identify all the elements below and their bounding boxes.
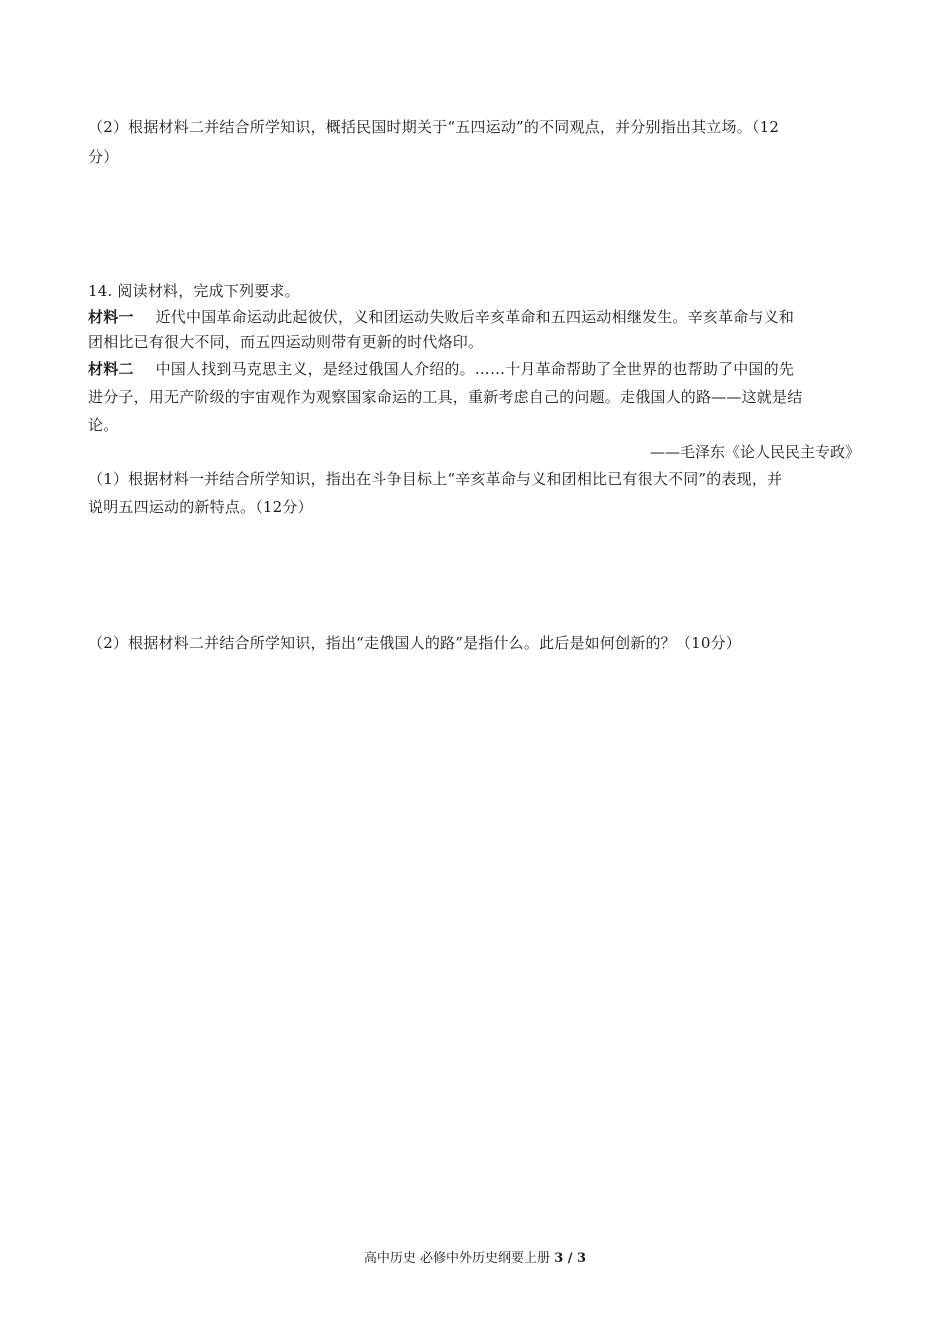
page-number: 3 / 3 — [554, 1251, 587, 1266]
material-one-line1 — [88, 306, 794, 328]
material-one-label: 材料一 — [88, 308, 134, 326]
q14-part1-line1: （1）根据材料一并结合所学知识，指出在斗争目标上“辛亥革命与义和团相比已有很大不同”的表现，并 — [88, 470, 783, 488]
material-two-line1 — [88, 358, 794, 380]
q13-part2-line2: 分） — [88, 148, 119, 166]
q14-part1-line2: 说明五四运动的新特点。（12分） — [88, 498, 313, 516]
material-two-text-1: 中国人找到马克思主义，是经过俄国人介绍的。……十月革命帮助了全世界的也帮助了中国的先 — [155, 360, 795, 378]
footer-title: 高中历史 必修中外历史纲要上册 — [363, 1251, 551, 1266]
material-two-label: 材料二 — [88, 360, 134, 378]
q14-heading: 14. 阅读材料，完成下列要求。 — [88, 282, 300, 300]
material-two-line2: 进分子，用无产阶级的宇宙观作为观察国家命运的工具，重新考虑自己的问题。走俄国人的路——这就是结 — [88, 388, 803, 406]
material-one-text-1: 近代中国革命运动此起彼伏，义和团运动失败后辛亥革命和五四运动相继发生。辛亥革命与义和 — [155, 308, 795, 326]
q13-part2-line1: （2）根据材料二并结合所学知识，概括民国时期关于“五四运动”的不同观点，并分别指出其立场。（12 — [88, 118, 780, 136]
material-two-source: ——毛泽东《论人民民主专政》 — [649, 443, 860, 461]
q14-part2-line1: （2）根据材料二并结合所学知识，指出“走俄国人的路”是指什么。此后是如何创新的？（10分） — [88, 634, 741, 652]
page-footer — [0, 1250, 950, 1268]
material-one-line2: 团相比已有很大不同，而五四运动则带有更新的时代烙印。 — [88, 333, 484, 351]
material-two-line3: 论。 — [88, 416, 119, 434]
